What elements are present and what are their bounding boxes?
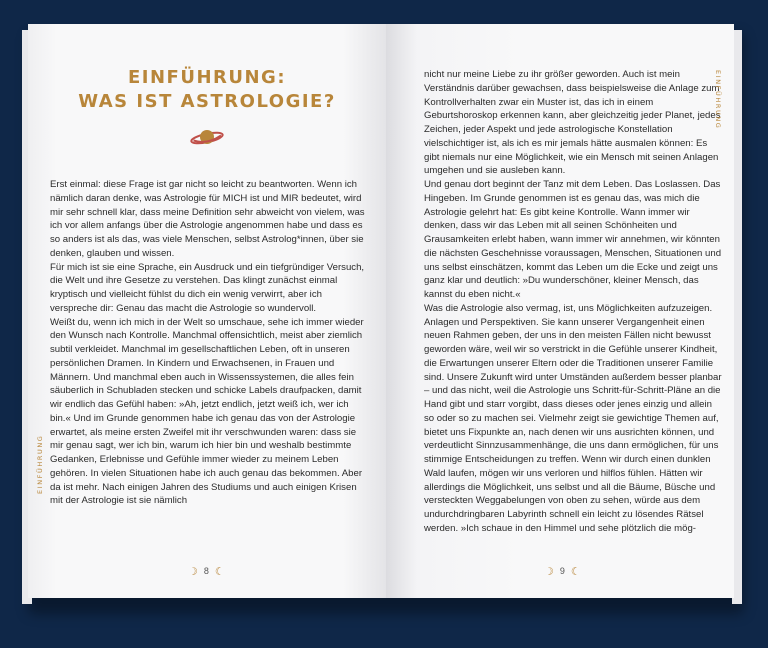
paragraph: Was die Astrologie also vermag, ist, uns Möglichkeiten aufzuzeigen. Anlagen und Perspektiven. Sie kann unserer Vergangenheit einen neuen Rahmen geben, der uns in den meisten Fällen nicht bewusst geworden wäre, weil wir so verstrickt in die Gefühle unserer Kindheit, die Erwartungen unserer Eltern oder die Traditionen unserer Familie sind. Unsere Zukunft wird unter Umständen außerdem besser planbar – und das nicht, weil die Astrologie uns Schritt-für-Schritt-Pläne an die Hand gibt und starr vorgibt, dass dieses oder jenes einzig und allein so oder so zu machen sei. Vielmehr zeigt sie gewichtige Themen auf, bietet uns Fixpunkte an, nach denen wir uns ausrichten können, und verdeutlicht Sinnzusammenhänge, die uns dann ermöglichen, für uns stimmige Entscheidungen zu treffen. Wenn wir durch einen dunklen Wald laufen, mögen wir uns verloren und hilflos fühlen. Hätten wir allerdings die Möglichkeit, uns selbst und all die Bäume, Büsche und versteckten Weggabelungen von oben zu sehen, würde aus dem undurchdringbaren Labyrinth schnell ein leicht zu lösendes Rätsel werden. »Ich schaue in den Himmel und sehe plötzlich die mög- bbox=[424, 302, 722, 534]
chapter-title-line-1: EINFÜHRUNG: bbox=[127, 67, 287, 88]
open-book bbox=[20, 24, 744, 610]
page-number: 9 bbox=[559, 566, 565, 576]
paragraph: Und genau dort beginnt der Tanz mit dem Leben. Das Loslassen. Das Hingeben. Im Grunde genommen ist es genau das, was mich die Astrologie gelehrt hat: Es gibt keine Kontrolle. Wann immer wir denken, dass wir das Leben mit all seinen Schönheiten und Grausamkeiten erlebt haben, wann immer wir annehmen, wir könnten die nächsten Geschehnisse voraussagen, Menschen, Situationen und uns selbst einschätzen, kommt das Leben um die Ecke und zeigt uns ganz klar und deutlich: »Du wunderschöner, kleiner Mensch, das kannst du eben nicht.« bbox=[424, 179, 722, 300]
chapter-title-line-2: WAS IST ASTROLOGIE? bbox=[78, 91, 336, 112]
paragraph: nicht nur meine Liebe zu ihr größer geworden. Auch ist mein Verständnis darüber gewachsen, dass beispielsweise die Anlage zum Kontrollverhalten zwar ein Muster ist, das ich in einem Geburtshoroskop erkennen kann, aber gleichzeitig jeder Planet, jedes Zeichen, jeder Aspekt und jede astrologische Konstellation vielschichtiger ist, als ich es mir jemals hätte ausmalen können: Es gibt niemals nur eine Möglichkeit, wie ein Mensch mit seinen Anlagen umgehen und sie ausleben kann. bbox=[424, 69, 721, 177]
paragraph: Für mich ist sie eine Sprache, ein Ausdruck und ein tiefgründiger Versuch, die Welt und ihre Gesetze zu verstehen. Das klingt zunächst einmal kryptisch und vielleicht fühlst du dich ein wenig verwirrt, aber ich verspreche dir: Genau das macht die Astrologie so wundervoll. bbox=[50, 261, 365, 314]
left-body-text bbox=[50, 178, 370, 508]
moon-icon: ☽ bbox=[544, 565, 554, 578]
chapter-title bbox=[28, 66, 386, 114]
right-side-label: EINFÜHRUNG bbox=[714, 70, 722, 130]
saturn-icon bbox=[190, 126, 224, 148]
left-folio bbox=[188, 564, 225, 578]
paragraph: Weißt du, wenn ich mich in der Welt so umschaue, sehe ich immer wieder den Wunsch nach Kontrolle. Manchmal offensichtlich, meist aber ziemlich subtil verkleidet. Manchmal im gesellschaftlichen Leben, oft in unseren persönlichen Dramen. In Kindern und Erwachsenen, in Frauen und Männern. Und manchmal eben auch in Wissenssystemen, die alles fein säuberlich in Schubladen stecken und schicke Labels draufpacken, damit wir endlich das Gefühl haben: »Ah, jetzt endlich, jetzt weiß ich, wer ich bin.« Und im Grunde genommen habe ich genau das von der Astrologie erwartet, als meine ersten Zweifel mit ihr verschwunden waren: dass sie mir genau sagt, wer ich bin, warum ich hier bin und weshalb bestimmte Gedanken, Erlebnisse und Gefühle immer wieder zu meinem Leben gehören. In vielen Situationen habe ich auch genau das bekommen. Aber da ist mehr. Nach einigen Jahren des Studiums und auch einigen Krisen mit der Astrologie ist sie nämlich bbox=[50, 316, 364, 507]
moon-icon: ☾ bbox=[214, 565, 225, 578]
right-folio bbox=[544, 564, 581, 578]
left-page bbox=[28, 24, 386, 598]
moon-icon: ☾ bbox=[570, 565, 581, 578]
page-number: 8 bbox=[203, 566, 209, 576]
right-page bbox=[386, 24, 734, 598]
moon-icon: ☽ bbox=[188, 565, 198, 578]
paragraph: Erst einmal: diese Frage ist gar nicht so leicht zu beantworten. Wenn ich nämlich daran denke, was Astrologie für MICH ist und MIR bedeutet, wird mir sehr schnell klar, dass meine Definition sehr abweicht von vielem, was ich vor allem anfangs über die Astrologie angenommen habe und dass es so anders ist als das, was viele Menschen, selbst Astrolog*innen, über sie denken, glauben und wissen. bbox=[50, 179, 365, 259]
right-body-text bbox=[424, 68, 724, 536]
left-side-label: EINFÜHRUNG bbox=[36, 434, 44, 494]
